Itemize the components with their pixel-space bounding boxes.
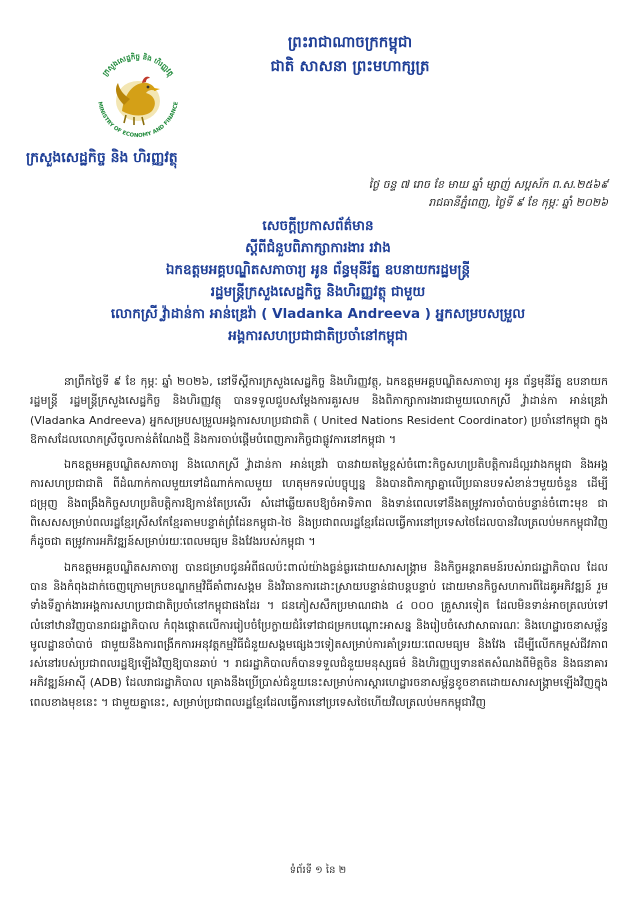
headline-line-6: អង្គការសហប្រជាជាតិប្រចាំនៅកម្ពុជា [228,328,408,344]
headline-line-1: សេចក្តីប្រកាសព័ត៌មាន [262,218,374,234]
date-solar: រាជធានីភ្នំពេញ, ថ្ងៃទី ៩ ខែ កុម្ភៈ ឆ្នាំ ២០២៦ [428,196,608,209]
kingdom-heading [200,30,500,78]
body-paragraph-1: នាព្រឹកថ្ងៃទី ៩ ខែ កុម្ភៈ ឆ្នាំ ២០២៦, នៅទីស្តីការក្រសួងសេដ្ឋកិច្ច និងហិរញ្ញវត្ថុ, ឯកឧត្តមអគ្គបណ្ឌិតសភាចារ្យ អូន ព័ន្ធមុនីរ័ត្ន ឧបនាយករដ្ឋមន្ត្រី រដ្ឋមន្ត្រីក្រសួងសេដ្ឋកិច្ច និងហិរញ្ញវត្ថុ បានទទួលជួបសម្តែងការគួរសម និងពិភាក្សាការងារជាមួយលោកស្រី វ៉្លាដាន់កា អាន់ឌ្រេវ៉ា (Vladanka Andreeva) អ្នកសម្របសម្រួលអង្គការសហប្រជាជាតិ ( United Nations Resident Coordinator) ប្រចាំនៅកម្ពុជា ក្នុងឱកាសដែលលោកស្រីចូលកាន់តំណែងថ្មី និងការចាប់ផ្តើមបំពេញភារកិច្ចជាផ្លូវការនៅកម្ពុជា ។ [30,375,608,446]
svg-text:ក្រសួងសេដ្ឋកិច្ច និង ហិរញ្ញវត្ [101,52,175,79]
ministry-name: ក្រសួងសេដ្ឋកិច្ច និង ហិរញ្ញវត្ថុ [26,150,178,166]
ministry-logo [86,45,190,149]
body-paragraph-2: ឯកឧត្តមអគ្គបណ្ឌិតសភាចារ្យ និងលោកស្រី វ៉្លាដាន់កា អាន់ឌ្រេវ៉ា បានវាយតម្លៃខ្ពស់ចំពោះកិច្ចសហប្រតិបត្តិការដ៏ល្អរវាងកម្ពុជា និងអង្គការសហប្រជាជាតិ ពីដំណាក់កាលមួយទៅដំណាក់កាលមួយ ហេតុមកទល់បច្ចុប្បន្ន និងបានពិភាក្សាគ្នាលើប្រធានបទសំខាន់ៗមួយចំនួន ដើម្បីជម្រុញ និងពង្រឹងកិច្ចសហប្រតិបត្តិការឱ្យកាន់តែប្រសើរ សំដៅឆ្លើយតបឱ្យចំអាទិភាព និងទាន់ពេលទៅនឹងតម្រូវការចាំបាច់បន្ទាន់ចំពោះមុខ ជាពិសេសសម្រាប់ពលរដ្ឋខ្មែរស្រីសកែខ្មែរតាមបន្ទាត់ព្រំដែនកម្ពុជា-ថៃ និងប្រជាពលរដ្ឋខ្មែរដែលធ្វើការនៅប្រទេសថៃដែលបានវិលត្រលប់មកកម្ពុជាវិញ ក៏ដូចជា តម្រូវការអភិវឌ្ឍន៍សម្រាប់រយៈពេលមធ្យម និងវែងរបស់កម្ពុជា ។ [30,458,608,549]
ministry-seal-icon [86,45,190,149]
date-lunar: ថ្ងៃ ចន្ទ ៧ រោច ខែ មាឃ ឆ្នាំ ម្សាញ់ សប្តស័ក ព.ស.២៥៦៩ [368,178,608,191]
national-motto: ជាតិ សាសនា ព្រះមហាក្សត្រ [270,57,430,75]
headline-line-4: រដ្ឋមន្ត្រីក្រសួងសេដ្ឋកិច្ច និងហិរញ្ញវត្ថុ ជាមួយ [210,284,426,300]
kingdom-name: ព្រះរាជាណាចក្រកម្ពុជា [287,33,413,51]
headline-line-5: លោកស្រី វ៉្លាដាន់កា អាន់ឌ្រេវ៉ា ( Vladanka Andreeva ) អ្នកសម្របសម្រួល [110,306,526,322]
press-release-body [30,372,608,718]
date-block [369,176,608,212]
logo-text-top: ក្រសួងសេដ្ឋកិច្ច និង ហិរញ្ញវត្ថុ [101,52,175,78]
page-number: ទំព័រទី ១ នៃ ២ [289,865,347,876]
body-paragraph-3: ឯកឧត្តមអគ្គបណ្ឌិតសភាចារ្យ បានជម្រាបជូនអំពីផលប៉ះពាល់យ៉ាងធ្ងន់ធ្ងរដោយសារសង្គ្រាម និងកិច្ចអន្តរាគមន៍របស់រាជរដ្ឋាភិបាល ដែលបាន និងកំពុងដាក់ចេញក្រោមក្របខណ្ឌកម្មវិធីគាំពារសង្គម និងវិធានការដោះស្រាយបន្ទាន់ជាបន្តបន្ទាប់ ដោយមានកិច្ចសហការពីដៃគូអភិវឌ្ឍន៍ រួមទាំងទីភ្នាក់ងារអង្គការសហប្រជាជាតិប្រចាំនៅកម្ពុជាផងដែរ ។ ជនភៀសសឹកប្រមាណជាង ៤ ០០០ គ្រួសារទៀត ដែលមិនទាន់អាចត្រលប់ទៅលំនៅឋានវិញបានរាជរដ្ឋាភិបាល កំពុងផ្តោតលើការរៀបចំប្រែក្លាយជំរំទៅជាជម្រកបណ្តោះអាសន្ន និងរៀបចំសេវាសាធារណៈ និងហេដ្ឋារចនាសម្ព័ន្ធមូលដ្ឋានចាំបាច់ ជាមួយនឹងការពង្រីកការអនុវត្តកម្មវិធីជំនួយសង្គមផ្សេងៗទៀតសម្រាប់ការគាំទ្ររយៈពេលមធ្យម និងវែង ដើម្បីលើកកម្ពស់ជីវភាពរស់នៅរបស់ប្រជាពលរដ្ឋឱ្យឡើងវិញឱ្យបានឆាប់ ។ រាជរដ្ឋាភិបាលក៏បានទទួលជំនួយមនុស្សធម៌ និងហិរញ្ញប្បទានឥតសំណងពីមិត្តចិន និងធនាគារអភិវឌ្ឍន៍អាស៊ី (ADB) ដែលរាជរដ្ឋាភិបាល គ្រោងនឹងប្រើប្រាស់ជំនួយនេះសម្រាប់ការស្តារហេដ្ឋារចនាសម្ព័ន្ធខូចខាតដោយសារសង្គ្រាមឡើងវិញក្នុងពេលខាងមុខនេះ ។ ជាមួយគ្នានេះ, សម្រាប់ប្រជាពលរដ្ឋខ្មែរដែលធ្វើការនៅប្រទេសថៃហើយវិលត្រលប់មកកម្ពុជាវិញ [30,560,608,709]
headline-line-2: ស្តីពីជំនួបពិភាក្សាការងារ រវាង [245,240,391,256]
logo-text-bottom: MINISTRY OF ECONOMY AND FINANCE [96,101,180,140]
press-release-title [40,215,596,347]
headline-line-3: ឯកឧត្តមអគ្គបណ្ឌិតសភាចារ្យ អូន ព័ន្ធមុនីរ័ត្ន ឧបនាយករដ្ឋមន្ត្រី [165,262,471,278]
